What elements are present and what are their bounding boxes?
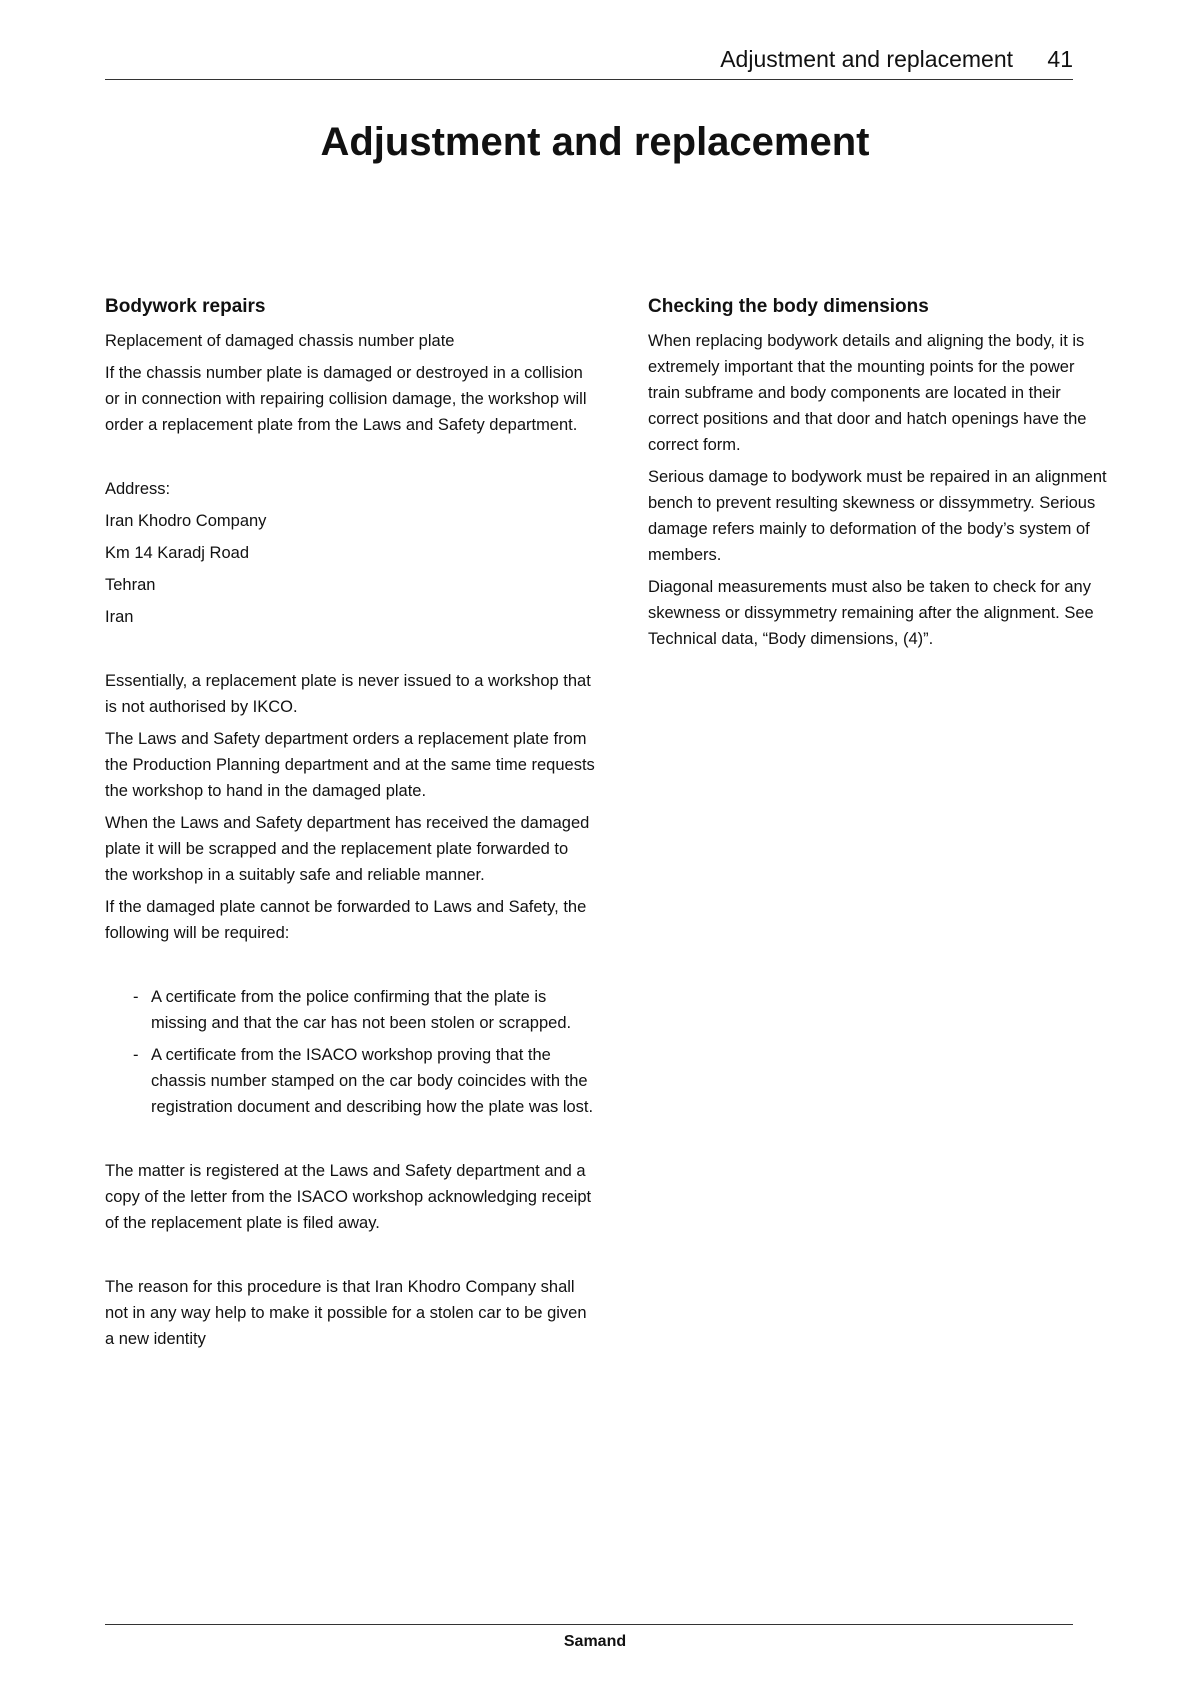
section-heading-body-dimensions: Checking the body dimensions [648, 296, 929, 317]
address-label: Address: [105, 480, 171, 498]
list-item [105, 1042, 595, 1120]
address-line: Km 14 Karadj Road [105, 544, 249, 562]
paragraph: If the chassis number plate is damaged or destroyed in a collision or in connection with repairing collision damage, the workshop will order a replacement plate from the Laws and Safety department. [105, 364, 587, 434]
paragraph: If the damaged plate cannot be forwarded to Laws and Safety, the following will be required: [105, 898, 587, 942]
paragraph: When replacing bodywork details and aligning the body, it is extremely important that the mounting points for the power train subframe and body components are located in their correct positions and that door and hatch openings have the correct form. [648, 332, 1087, 454]
paragraph: Essentially, a replacement plate is never issued to a workshop that is not authorised by IKCO. [105, 672, 591, 716]
paragraph: Diagonal measurements must also be taken to check for any skewness or dissymmetry remaining after the alignment. See Technical data, “Body dimensions, (4)”. [648, 578, 1094, 648]
right-column [648, 294, 1108, 658]
page-number: 41 [1047, 46, 1073, 72]
spacer [105, 444, 595, 476]
address-line: Iran [105, 608, 134, 626]
footer-text: Samand [563, 1633, 627, 1650]
spacer [105, 952, 595, 984]
paragraph: The matter is registered at the Laws and Safety department and a copy of the letter from the ISACO workshop acknowledging receipt of the replacement plate is filed away. [105, 1162, 592, 1232]
page-title: Adjustment and replacement [320, 120, 870, 164]
paragraph: Replacement of damaged chassis number plate [105, 332, 455, 350]
paragraph: The reason for this procedure is that Iran Khodro Company shall not in any way help to make it possible for a stolen car to be given a new identity [105, 1278, 587, 1348]
paragraph: When the Laws and Safety department has received the damaged plate it will be scrapped and the replacement plate forwarded to the workshop in a suitably safe and reliable manner. [105, 814, 590, 884]
list-dash: - [133, 988, 139, 1006]
spacer [105, 1126, 595, 1158]
list-item-text: A certificate from the police confirming that the plate is missing and that the car has not been stolen or scrapped. [151, 988, 572, 1032]
address-line: Tehran [105, 576, 156, 594]
header-title: Adjustment and replacement [720, 46, 1013, 72]
requirements-list [105, 984, 595, 1120]
paragraph: Serious damage to bodywork must be repaired in an alignment bench to prevent resulting skewness or dissymmetry. Serious damage refers mainly to deformation of the body’s system of members. [648, 468, 1107, 564]
paragraph: The Laws and Safety department orders a replacement plate from the Production Planning department and at the same time requests the workshop to hand in the damaged plate. [105, 730, 595, 800]
list-item-text: A certificate from the ISACO workshop proving that the chassis number stamped on the car body coincides with the registration document and describing how the plate was lost. [151, 1046, 594, 1116]
page-header [105, 44, 1073, 80]
section-heading-bodywork-repairs: Bodywork repairs [105, 296, 266, 317]
footer-divider [105, 1624, 1073, 1625]
spacer [105, 636, 595, 668]
list-dash: - [133, 1046, 139, 1064]
address-line: Iran Khodro Company [105, 512, 267, 530]
left-column [105, 294, 595, 1358]
list-item [105, 984, 595, 1036]
spacer [105, 1242, 595, 1274]
